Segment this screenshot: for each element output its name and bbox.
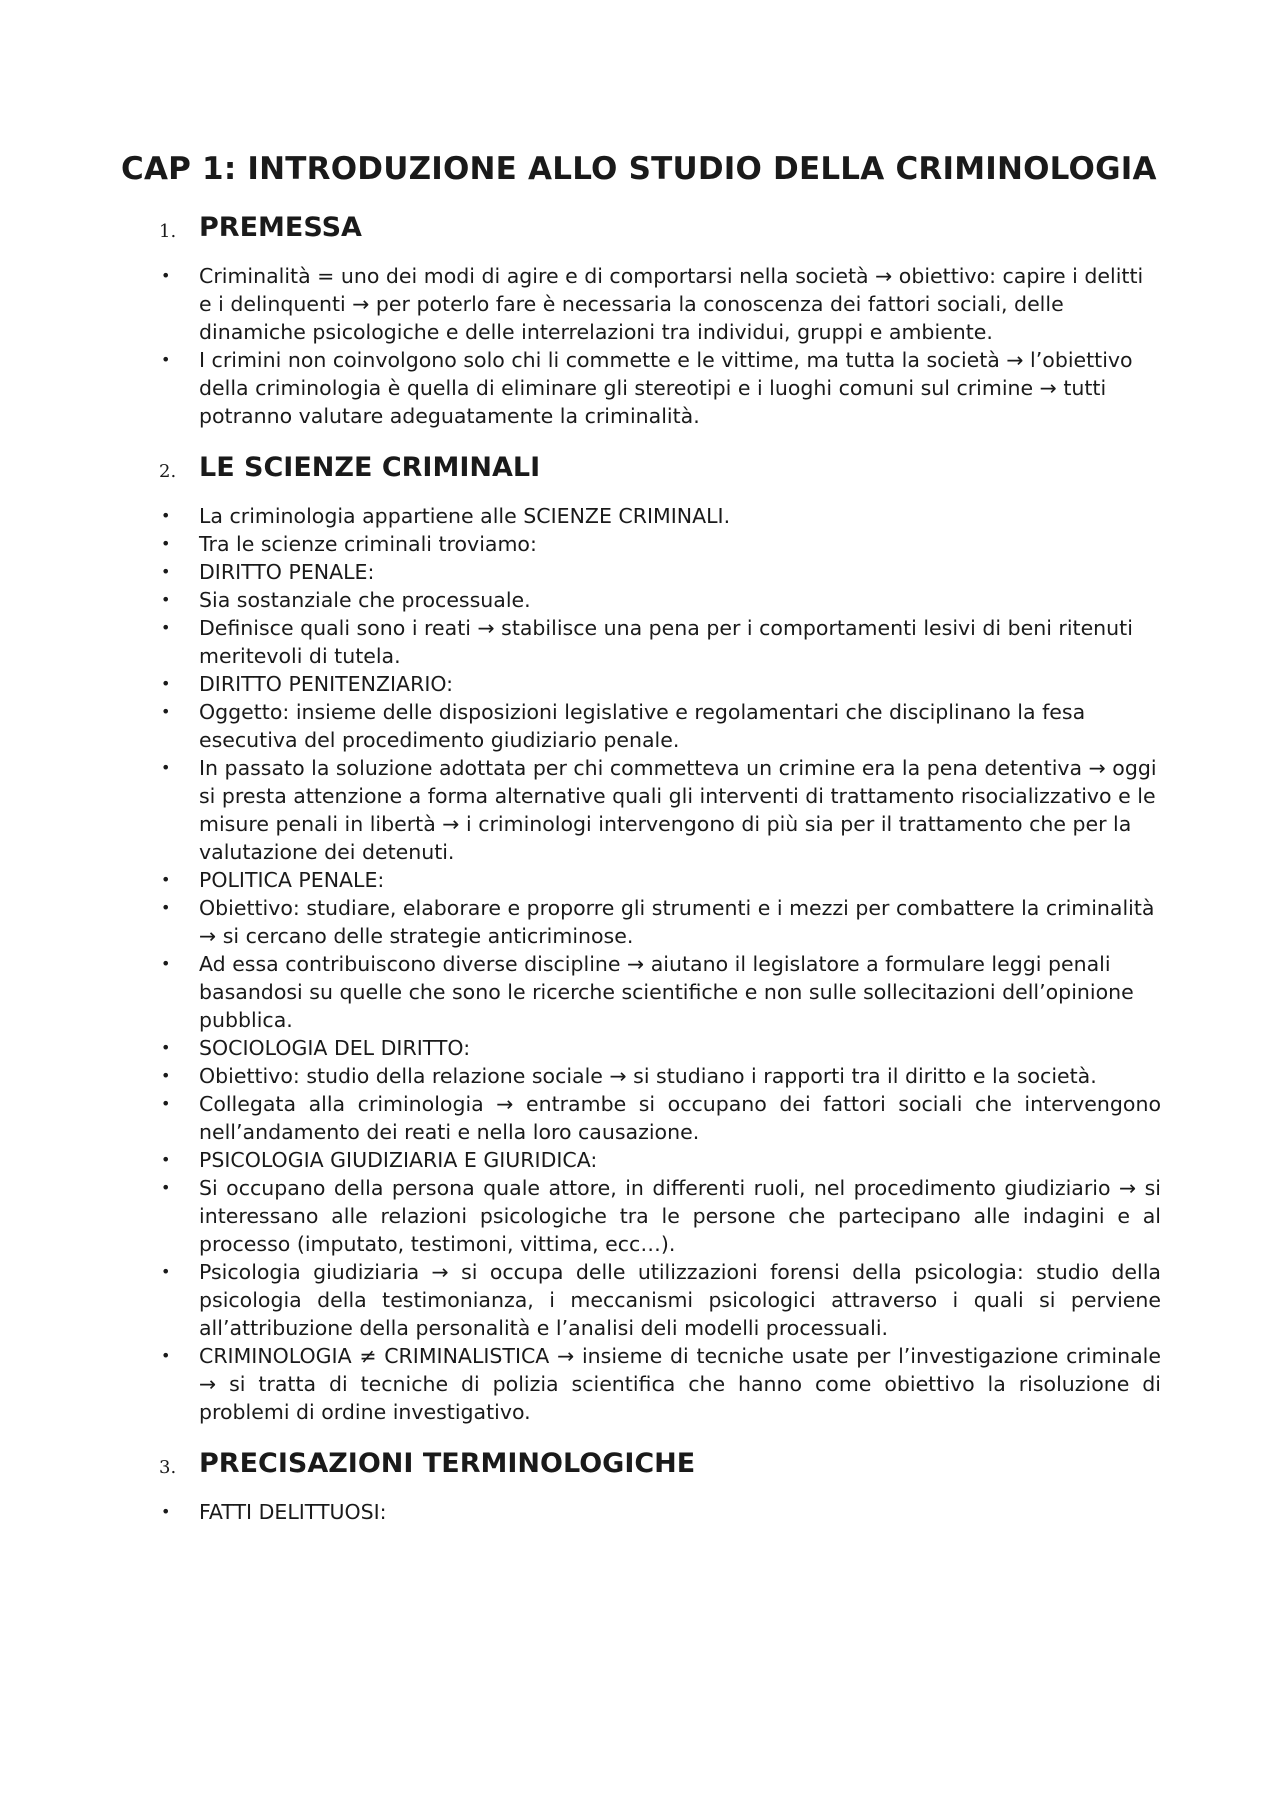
list-item: • In passato la soluzione adottata per chi commetteva un crimine era la pena detentiva → oggi si presta attenzione a forma alternative quali gli interventi di trattamento risocializzativo e le misure penali in libertà → i criminologi intervengono di più sia per il trattamento che per la valutazione dei detenuti.	[161, 756, 1157, 864]
bullet-icon: •	[161, 1262, 171, 1281]
section-title: PRECISAZIONI TERMINOLOGICHE	[199, 1448, 696, 1479]
bullet-list	[121, 262, 1161, 430]
bullet-icon: •	[161, 674, 171, 693]
bullet-icon: •	[161, 1178, 171, 1197]
list-item: • Sia sostanziale che processuale.	[161, 588, 531, 612]
list-item: • DIRITTO PENITENZIARIO:	[161, 672, 454, 696]
list-item: • Obiettivo: studio della relazione sociale → si studiano i rapporti tra il diritto e la società.	[161, 1064, 1097, 1088]
list-item: • Psicologia giudiziaria → si occupa delle utilizzazioni forensi della psicologia: studio della psicologia della testimonianza, i meccanismi psicologici attraverso i quali si perviene all’attribuzione della personalità e l’analisi deli modelli processuali.	[161, 1260, 1161, 1340]
section-precisazioni-terminologiche	[121, 1444, 1161, 1526]
list-item: • Collegata alla criminologia → entrambe si occupano dei fattori sociali che intervengono nell’andamento dei reati e nella loro causazione.	[161, 1092, 1161, 1144]
bullet-icon: •	[161, 506, 171, 525]
list-item: • Tra le scienze criminali troviamo:	[161, 532, 537, 556]
list-item: • Oggetto: insieme delle disposizioni legislative e regolamentari che disciplinano la fesa esecutiva del procedimento giudiziario penale.	[161, 700, 1086, 752]
section-title: LE SCIENZE CRIMINALI	[199, 452, 541, 483]
section-title: PREMESSA	[199, 212, 362, 243]
bullet-icon: •	[161, 562, 171, 581]
section-heading	[121, 1444, 1161, 1484]
section-scienze-criminali	[121, 448, 1161, 1426]
bullet-icon: •	[161, 1346, 171, 1365]
bullet-icon: •	[161, 870, 171, 889]
list-item: • CRIMINOLOGIA ≠ CRIMINALISTICA → insieme di tecniche usate per l’investigazione criminale → si tratta di tecniche di polizia scientifica che hanno come obiettivo la risoluzione di problemi di ordine investigativo.	[161, 1344, 1161, 1424]
list-item: • Definisce quali sono i reati → stabilisce una pena per i comportamenti lesivi di beni ritenuti meritevoli di tutela.	[161, 616, 1133, 668]
list-item: • DIRITTO PENALE:	[161, 560, 375, 584]
list-item: • La criminologia appartiene alle SCIENZE CRIMINALI.	[161, 504, 731, 528]
section-heading	[121, 448, 1161, 488]
bullet-icon: •	[161, 534, 171, 553]
bullet-icon: •	[161, 590, 171, 609]
bullet-icon: •	[161, 954, 171, 973]
bullet-icon: •	[161, 1066, 171, 1085]
page-title: CAP 1: INTRODUZIONE ALLO STUDIO DELLA CRIMINOLOGIA	[121, 151, 1157, 187]
section-number: 3.	[159, 1457, 177, 1478]
bullet-icon: •	[161, 1502, 171, 1521]
list-item: • FATTI DELITTUOSI:	[161, 1500, 387, 1524]
document-page	[121, 148, 1161, 1526]
bullet-list	[121, 1498, 1161, 1526]
list-item: • I crimini non coinvolgono solo chi li commette e le vittime, ma tutta la società → l’obiettivo della criminologia è quella di eliminare gli stereotipi e i luoghi comuni sul crimine → tutti potranno valutare adeguatamente la criminalità.	[161, 348, 1133, 428]
list-item: • Si occupano della persona quale attore, in differenti ruoli, nel procedimento giudiziario → si interessano alle relazioni psicologiche tra le persone che partecipano alle indagini e al processo (imputato, testimoni, vittima, ecc…).	[161, 1176, 1161, 1256]
bullet-icon: •	[161, 1038, 171, 1057]
list-item: • POLITICA PENALE:	[161, 868, 385, 892]
bullet-icon: •	[161, 618, 171, 637]
list-item: • Obiettivo: studiare, elaborare e proporre gli strumenti e i mezzi per combattere la criminalità → si cercano delle strategie anticriminose.	[161, 896, 1155, 948]
bullet-icon: •	[161, 266, 171, 285]
bullet-icon: •	[161, 898, 171, 917]
bullet-icon: •	[161, 702, 171, 721]
list-item: • Criminalità = uno dei modi di agire e di comportarsi nella società → obiettivo: capire i delitti e i delinquenti → per poterlo fare è necessaria la conoscenza dei fattori sociali, delle dinamiche psicologiche e delle interrelazioni tra individui, gruppi e ambiente.	[161, 264, 1144, 344]
section-number: 1.	[159, 221, 177, 242]
bullet-icon: •	[161, 350, 171, 369]
bullet-icon: •	[161, 1150, 171, 1169]
list-item: • SOCIOLOGIA DEL DIRITTO:	[161, 1036, 471, 1060]
bullet-list	[121, 502, 1161, 1426]
section-number: 2.	[159, 461, 177, 482]
bullet-icon: •	[161, 1094, 171, 1113]
section-premessa	[121, 208, 1161, 430]
list-item: • Ad essa contribuiscono diverse discipline → aiutano il legislatore a formulare leggi penali basandosi su quelle che sono le ricerche scientifiche e non sulle sollecitazioni dell’opinione pubblica.	[161, 952, 1134, 1032]
bullet-icon: •	[161, 758, 171, 777]
section-heading	[121, 208, 1161, 248]
list-item: • PSICOLOGIA GIUDIZIARIA E GIURIDICA:	[161, 1148, 598, 1172]
